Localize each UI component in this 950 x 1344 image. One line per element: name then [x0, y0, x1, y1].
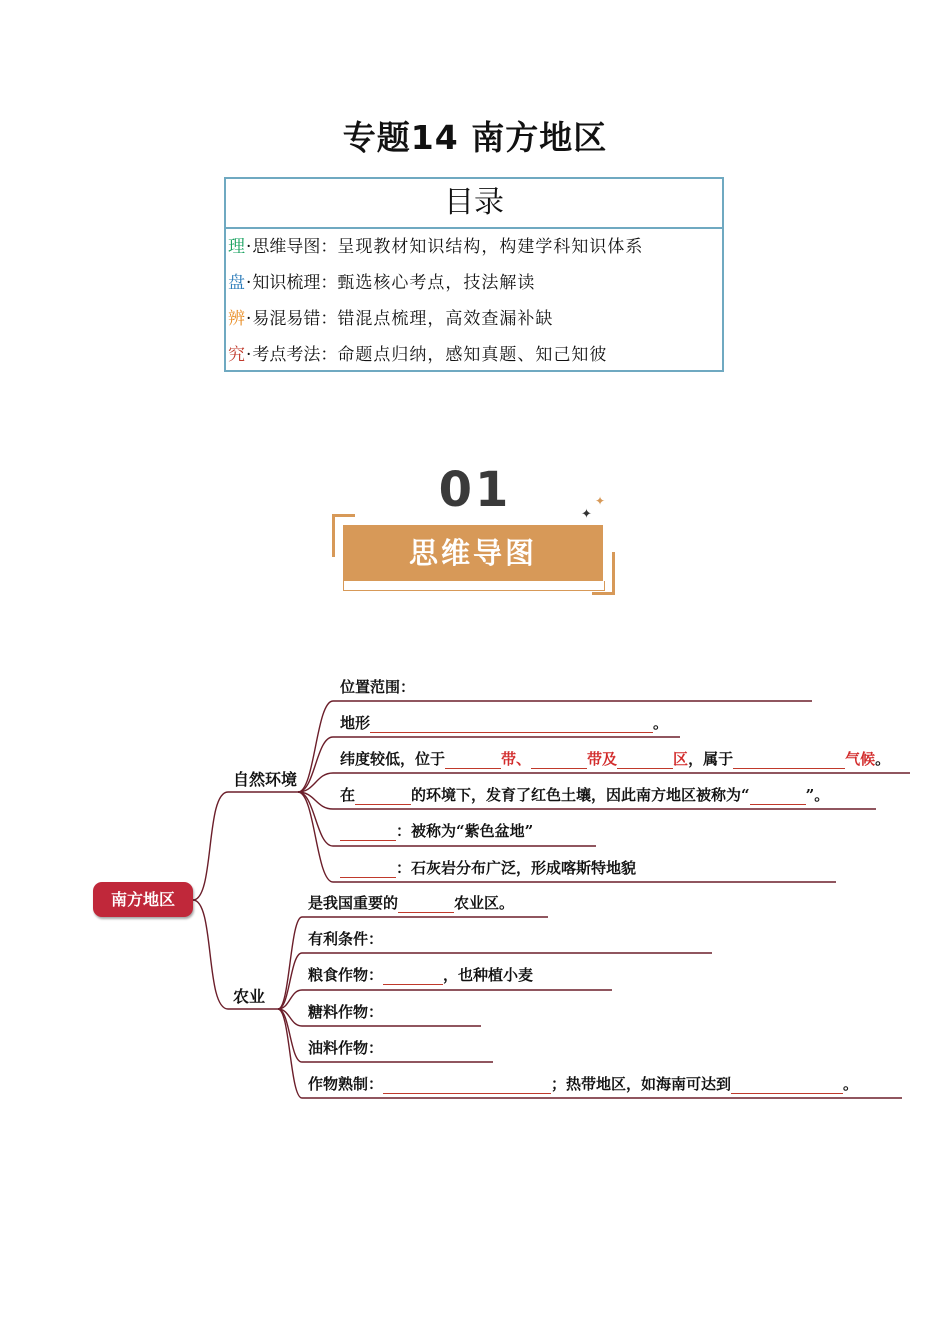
toc-separator: · [246, 237, 252, 257]
branch-agriculture: 农业 [233, 987, 266, 1006]
sparkle-icon: ✦ [581, 507, 592, 522]
branch-natural-environment: 自然环境 [233, 770, 298, 789]
leaf-terrain [340, 713, 668, 733]
leaf-conditions [308, 929, 383, 949]
sparkle-icon: ✦ [595, 494, 606, 508]
leaf-text: 气候 [845, 750, 876, 768]
leaf-text: ；热带地区，如海南可达到 [551, 1075, 732, 1093]
leaf-text: 带及 [587, 750, 618, 768]
leaf-sugar [308, 1002, 383, 1022]
fill-blank[interactable] [340, 824, 396, 841]
leaf-cropping [308, 1074, 858, 1094]
toc-item-mistakes[interactable] [226, 301, 722, 337]
toc-item-name: 思维导图： [252, 237, 338, 257]
leaf-text: 区 [673, 750, 689, 768]
fill-blank[interactable] [340, 861, 396, 878]
leaf-text: 农业区。 [454, 894, 515, 912]
badge-underline [343, 581, 605, 591]
leaf-basin [340, 821, 533, 841]
leaf-text: 是我国重要的 [308, 894, 399, 912]
leaf-text: 糖料作物： [308, 1003, 384, 1021]
leaf-climate [340, 749, 890, 769]
leaf-grain [308, 965, 533, 985]
fill-blank[interactable] [617, 752, 673, 769]
leaf-location [340, 677, 415, 697]
toc-item-exam[interactable] [226, 337, 722, 373]
leaf-text: 带、 [501, 750, 532, 768]
mindmap-root: 南方地区 [93, 882, 193, 917]
toc-separator: · [246, 309, 252, 329]
table-of-contents [224, 177, 724, 372]
leaf-text: 。 [843, 1075, 859, 1093]
toc-item-review[interactable] [226, 265, 722, 301]
fill-blank[interactable] [383, 1077, 551, 1094]
leaf-text: 有利条件： [308, 930, 384, 948]
leaf-text: 。 [653, 714, 669, 732]
leaf-oil [308, 1038, 383, 1058]
leaf-text: 位置范围： [340, 678, 416, 696]
toc-header: 目录 [226, 179, 722, 229]
leaf-text: ，属于 [688, 750, 734, 768]
toc-char: 盘 [228, 273, 245, 293]
fill-blank[interactable] [750, 788, 806, 805]
toc-char: 辨 [228, 309, 245, 329]
page-title: 专题14 南方地区 [342, 118, 608, 157]
toc-char: 究 [228, 345, 245, 365]
fill-blank[interactable] [731, 1077, 843, 1094]
fill-blank[interactable] [383, 968, 443, 985]
toc-separator: · [246, 273, 252, 293]
fill-blank[interactable] [445, 752, 501, 769]
leaf-text: 粮食作物： [308, 966, 384, 984]
toc-item-name: 易混易错： [252, 309, 338, 329]
toc-item-desc: 命题点归纳，感知真题、知己知彼 [337, 345, 608, 365]
leaf-text: ，也种植小麦 [443, 966, 534, 984]
leaf-agri-region [308, 893, 514, 913]
leaf-karst [340, 858, 636, 878]
fill-blank[interactable] [355, 788, 411, 805]
toc-item-name: 考点考法： [252, 345, 338, 365]
fill-blank[interactable] [733, 752, 845, 769]
leaf-text: 在 [340, 786, 356, 804]
leaf-text: ”。 [805, 786, 830, 804]
leaf-text: 地形 [340, 714, 371, 732]
toc-item-name: 知识梳理： [252, 273, 338, 293]
fill-blank[interactable] [370, 716, 653, 733]
toc-separator: · [246, 345, 252, 365]
leaf-text: 作物熟制： [308, 1075, 384, 1093]
toc-item-desc: 呈现教材知识结构，构建学科知识体系 [337, 237, 644, 257]
toc-item-desc: 错混点梳理，高效查漏补缺 [337, 309, 554, 329]
leaf-text: ：被称为“紫色盆地” [396, 822, 534, 840]
toc-char: 理 [228, 237, 245, 257]
leaf-text: 纬度较低，位于 [340, 750, 446, 768]
section-number: 01 [438, 462, 512, 518]
leaf-text: ：石灰岩分布广泛，形成喀斯特地貌 [396, 859, 637, 877]
fill-blank[interactable] [531, 752, 587, 769]
section-label: 思维导图 [343, 525, 603, 581]
toc-item-mindmap[interactable] [226, 229, 722, 265]
leaf-text: 油料作物： [308, 1039, 384, 1057]
toc-item-desc: 甄选核心考点，技法解读 [337, 273, 536, 293]
leaf-text: 。 [875, 750, 891, 768]
fill-blank[interactable] [398, 896, 454, 913]
leaf-soil [340, 785, 829, 805]
leaf-text: 的环境下，发育了红色土壤，因此南方地区被称为“ [411, 786, 750, 804]
